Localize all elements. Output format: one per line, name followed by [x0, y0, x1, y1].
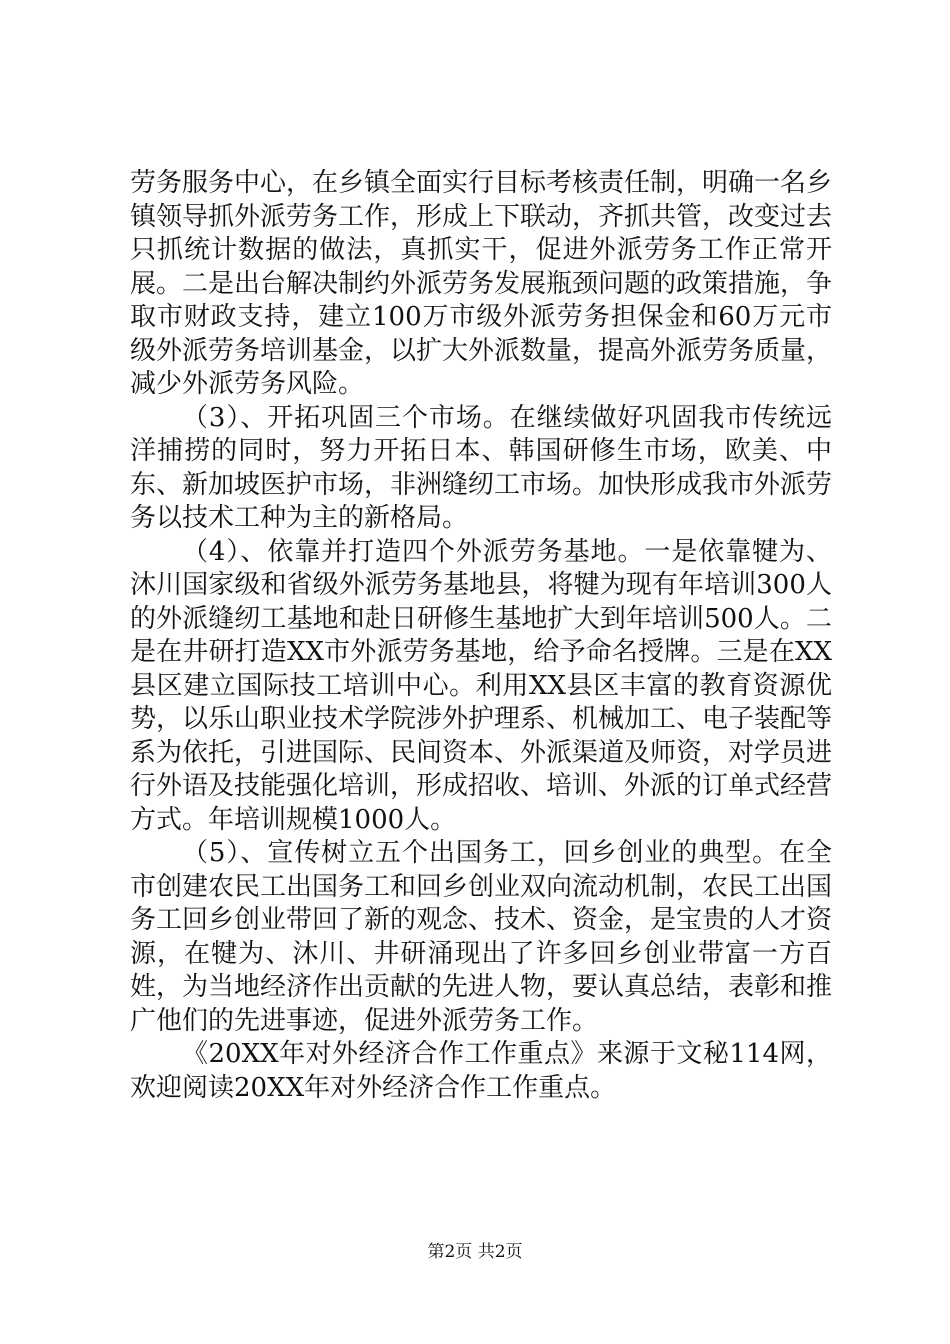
document-body [130, 167, 832, 1105]
paragraph-source-note: 《20XX年对外经济合作工作重点》来源于文秘114网，欢迎阅读20XX年对外经济合作工作重点。 [130, 1039, 832, 1103]
page-number-footer: 第2页 共2页 [427, 1242, 523, 1262]
paragraph-item-5: （5）、宣传树立五个出国务工，回乡创业的典型。在全市创建农民工出国务工和回乡创业双向流动机制，农民工出国务工回乡创业带回了新的观念、技术、资金，是宝贵的人才资源，在犍为、沐川、井研涌现出了许多回乡创业带富一方百姓，为当地经济作出贡献的先进人物，要认真总结，表彰和推广他们的先进事迹，促进外派劳务工作。 [130, 838, 833, 1036]
paragraph-continued: 劳务服务中心，在乡镇全面实行目标考核责任制，明确一名乡镇领导抓外派劳务工作，形成上下联动，齐抓共管，改变过去只抓统计数据的做法，真抓实干，促进外派劳务工作正常开展。二是出台解决制约外派劳务发展瓶颈问题的政策措施，争取市财政支持，建立100万市级外派劳务担保金和60万元市级外派劳务培训基金，以扩大外派数量，提高外派劳务质量，减少外派劳务风险。 [130, 168, 833, 399]
paragraph-item-4: （4）、依靠并打造四个外派劳务基地。一是依靠犍为、沐川国家级和省级外派劳务基地县，将犍为现有年培训300人的外派缝纫工基地和赴日研修生基地扩大到年培训500人。二是在井研打造XX市外派劳务基地，给予命名授牌。三是在XX县区建立国际技工培训中心。利用XX县区丰富的教育资源优势，以乐山职业技术学院涉外护理系、机械加工、电子装配等系为依托，引进国际、民间资本、外派渠道及师资，对学员进行外语及技能强化培训，形成招收、培训、外派的订单式经营方式。年培训规模1000人。 [130, 536, 833, 835]
paragraph-item-3: （3）、开拓巩固三个市场。在继续做好巩固我市传统远洋捕捞的同时，努力开拓日本、韩国研修生市场，欧美、中东、新加坡医护市场，非洲缝纫工市场。加快形成我市外派劳务以技术工种为主的新格局。 [130, 402, 833, 533]
